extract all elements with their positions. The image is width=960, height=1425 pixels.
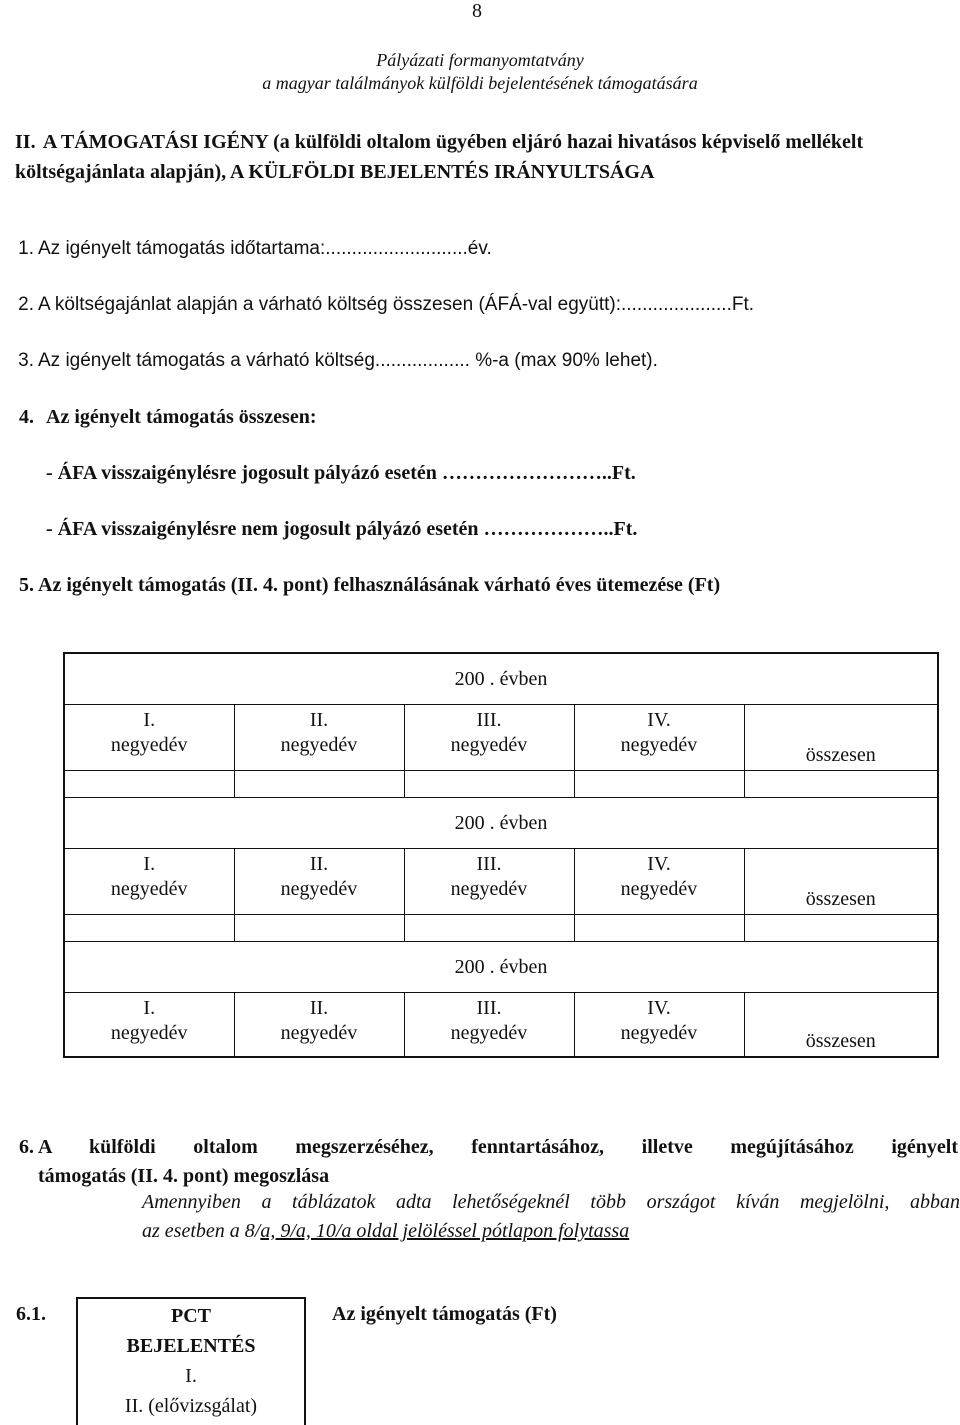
quarter-label: negyedév [620, 878, 698, 900]
note-line1: Amennyiben a táblázatok adta lehetőségeknél több országot kíván megjelölni, abban [142, 1191, 960, 1213]
pct-phase-1: I. [185, 1365, 197, 1387]
total-header: összesen [744, 849, 938, 915]
quarter-label: negyedév [280, 1022, 358, 1044]
quarter-label: negyedév [280, 734, 358, 756]
amount-cell[interactable] [574, 915, 744, 942]
quarter-1-header [64, 993, 234, 1058]
item-number: 4. [19, 406, 34, 428]
section-number: II. [15, 131, 36, 153]
item-6 [19, 1133, 958, 1191]
quarter-label: negyedév [280, 878, 358, 900]
quarter-4-header [574, 993, 744, 1058]
item-text: A költségajánlat alapján a várható költség összesen (ÁFÁ-val együtt):.....................Ft. [38, 294, 755, 315]
quarter-num: I. [143, 997, 156, 1019]
amount-cell[interactable] [64, 771, 234, 798]
quarter-label: negyedév [450, 1022, 528, 1044]
item-4-vat-eligible: - ÁFA visszaigénylésre jogosult pályázó esetén ……………………..Ft. [46, 462, 636, 484]
form-header [0, 49, 960, 95]
note-line2-underlined: a, 9/a, 10/a oldal jelöléssel pótlapon folytassa [260, 1220, 630, 1242]
quarter-num: II. [309, 853, 329, 875]
quarter-4-header [574, 849, 744, 915]
quarter-num: III. [476, 997, 502, 1019]
item-number: 2. [18, 294, 34, 315]
item-6-note [142, 1188, 960, 1246]
item-text: Az igényelt támogatás időtartama:...........................év. [38, 238, 492, 259]
quarter-num: IV. [647, 997, 671, 1019]
quarter-2-header [234, 849, 404, 915]
item-number: 1. [18, 238, 34, 259]
amount-cell[interactable] [64, 915, 234, 942]
item-6-line2: támogatás (II. 4. pont) megoszlása [38, 1165, 330, 1187]
quarter-num: IV. [647, 853, 671, 875]
item-text: Az igényelt támogatás a várható költség.................. %-a (max 90% lehet). [38, 350, 658, 371]
quarter-1-header [64, 705, 234, 771]
amount-cell[interactable] [404, 915, 574, 942]
item-number: 6. [19, 1136, 34, 1158]
quarter-num: III. [476, 853, 502, 875]
quarter-label: negyedév [620, 1022, 698, 1044]
quarter-num: III. [476, 709, 502, 731]
amount-cell[interactable] [744, 915, 938, 942]
year-cell: 200 . évben [64, 942, 938, 993]
pct-amount-header: Az igényelt támogatás (Ft) [332, 1303, 557, 1325]
year-row [64, 942, 938, 993]
quarter-num: I. [143, 853, 156, 875]
amount-cell[interactable] [744, 771, 938, 798]
pct-line2: BEJELENTÉS [126, 1335, 256, 1357]
item-text: Az igényelt támogatás (II. 4. pont) felhasználásának várható éves ütemezése (Ft) [38, 574, 721, 596]
quarter-num: IV. [647, 709, 671, 731]
quarter-num: I. [143, 709, 156, 731]
quarter-2-header [234, 993, 404, 1058]
pct-number: 6.1. [16, 1303, 46, 1325]
pct-phase-2: II. (elővizsgálat) [124, 1395, 258, 1417]
quarter-header-row [64, 993, 938, 1058]
quarter-2-header [234, 705, 404, 771]
quarter-3-header [404, 849, 574, 915]
section-title-text: A TÁMOGATÁSI IGÉNY (a külföldi oltalom ügyében eljáró hazai hivatásos képviselő mellékelt költségajánlata alapján), A KÜLFÖLDI BEJELENTÉS IRÁNYULTSÁGA [15, 131, 864, 183]
total-header: összesen [744, 993, 938, 1058]
quarter-label: negyedév [620, 734, 698, 756]
quarter-label: negyedév [110, 734, 188, 756]
quarter-1-header [64, 849, 234, 915]
form-header-line1: Pályázati formanyomtatvány [376, 50, 584, 70]
item-6-line1: A külföldi oltalom megszerzéséhez, fenntartásához, illetve megújításához igényelt [38, 1136, 958, 1158]
amount-row [64, 915, 938, 942]
item-number: 5. [19, 574, 34, 596]
amount-cell[interactable] [234, 915, 404, 942]
page-number: 8 [472, 0, 482, 22]
quarter-num: II. [309, 997, 329, 1019]
year-row [64, 798, 938, 849]
year-cell: 200 . évben [64, 653, 938, 705]
note-line2-pre: az esetben a 8/ [142, 1220, 261, 1242]
amount-cell[interactable] [574, 771, 744, 798]
pct-line1: PCT [171, 1305, 211, 1327]
year-row [64, 653, 938, 705]
item-number: 3. [18, 350, 34, 371]
item-text: Az igényelt támogatás összesen: [46, 406, 317, 428]
item-4-vat-not-eligible: - ÁFA visszaigénylésre nem jogosult pályázó esetén ………………..Ft. [46, 518, 638, 540]
form-header-line2: a magyar találmányok külföldi bejelentésének támogatására [262, 73, 698, 93]
quarter-header-row [64, 705, 938, 771]
quarter-3-header [404, 993, 574, 1058]
quarter-label: negyedév [450, 878, 528, 900]
quarter-label: negyedév [110, 1022, 188, 1044]
amount-row [64, 771, 938, 798]
amount-cell[interactable] [404, 771, 574, 798]
pct-box [76, 1297, 306, 1425]
amount-cell[interactable] [234, 771, 404, 798]
quarter-4-header [574, 705, 744, 771]
quarter-num: II. [309, 709, 329, 731]
year-cell: 200 . évben [64, 798, 938, 849]
quarter-header-row [64, 849, 938, 915]
schedule-table [63, 652, 939, 1058]
quarter-3-header [404, 705, 574, 771]
section-title [15, 127, 945, 187]
total-header: összesen [744, 705, 938, 771]
quarter-label: negyedév [110, 878, 188, 900]
quarter-label: negyedév [450, 734, 528, 756]
